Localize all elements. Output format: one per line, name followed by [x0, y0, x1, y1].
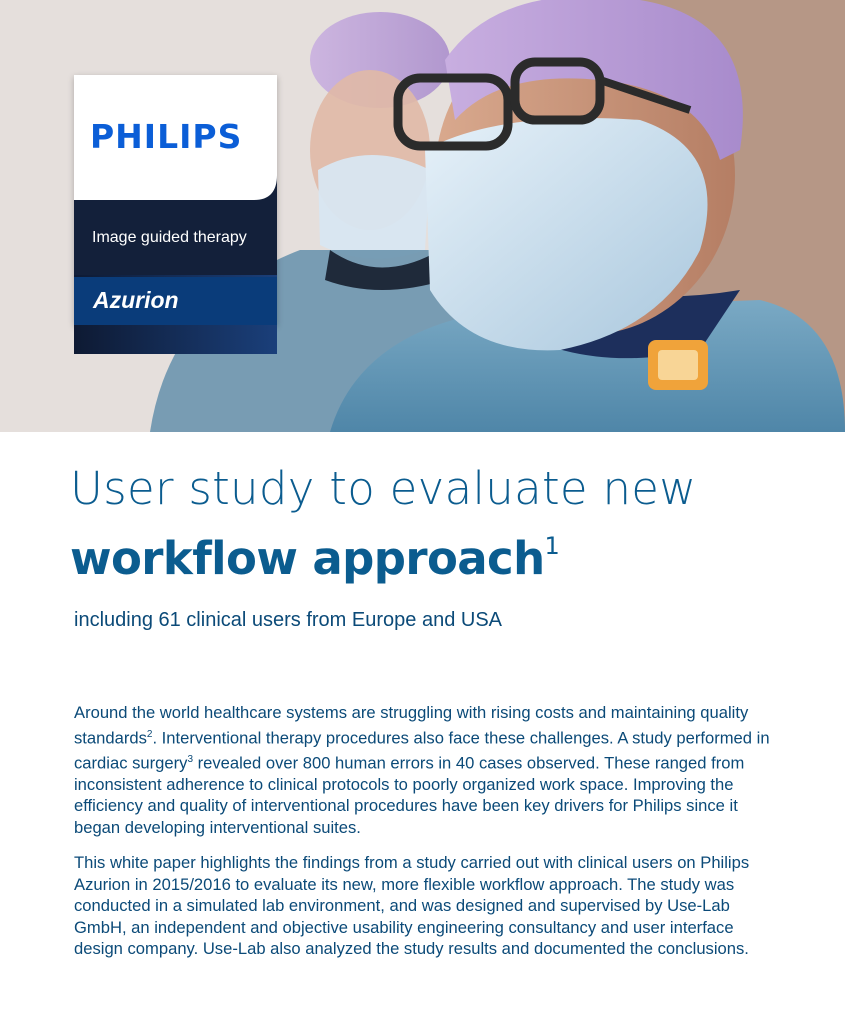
badge-tagline: Image guided therapy — [92, 229, 247, 246]
philips-badge — [74, 75, 277, 325]
title-line-2 — [70, 532, 559, 585]
philips-logo: PHILIPS — [90, 117, 243, 156]
paragraph-intro-part-2: . Interventional therapy procedures also face these challenges. A study performed in cardiac surgery — [74, 728, 770, 773]
title-bold-text: workflow approach — [70, 532, 545, 585]
title-line-1: User study to evaluate new — [70, 462, 697, 515]
paragraph-intro-part-1: Around the world healthcare systems are struggling with rising costs and maintaining quality standards — [74, 703, 749, 748]
subtitle: including 61 clinical users from Europe and USA — [74, 609, 502, 631]
footnote-ref-3: 3 — [187, 753, 193, 765]
footnote-ref-2: 2 — [146, 728, 153, 740]
badge-product-bar — [74, 277, 277, 325]
product-name: Azurion — [93, 287, 179, 313]
paragraph-intro-part-3: revealed over 800 human errors in 40 cases observed. These ranged from inconsistent adherence to clinical protocols to poorly organized work space. Improving the efficiency and quality of interventional procedures have been key drivers for Philips since it began developing interventional suites. — [74, 753, 745, 837]
paragraph-study: This white paper highlights the findings from a study carried out with clinical users on Philips Azurion in 2015/2016 to evaluate its new, more flexible workflow approach. The study was conducted in a simulated lab environment, and was designed and supervised by Use-Lab GmbH, an independent and objective usability engineering consultancy and user interface design company. Use-Lab also analyzed the study results and documented the conclusions. — [74, 853, 750, 958]
title-footnote-ref: 1 — [544, 532, 560, 560]
paragraph-intro — [74, 702, 774, 838]
